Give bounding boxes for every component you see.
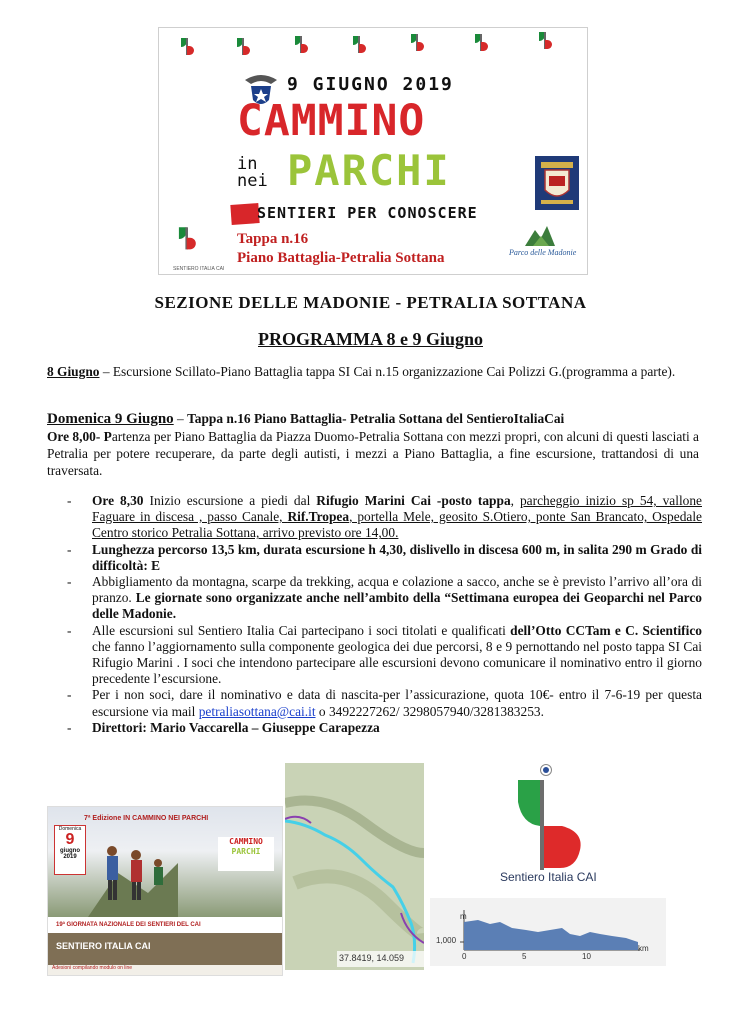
item-route: parcheggio inizio sp 54, vallone Faguare in discesa , passo Canale,	[92, 493, 702, 525]
june8-text: – Escursione Scillato-Piano Battaglia tappa SI Cai n.15 organizzazione Cai Polizzi G.(programma a parte).	[99, 364, 676, 379]
map-coordinates: 37.8419, 14.059	[339, 953, 405, 963]
item-route-end: , portella Mele, geosito S.Otiero, ponte San Brancato, Ospedale Centro storico Petralia Sottana, arrivo previsto ore 14,00.	[92, 509, 702, 541]
list-dash: -	[67, 541, 72, 557]
june9-time: Ore 8,00- P	[47, 429, 112, 444]
coat-of-arms-icon	[535, 156, 579, 210]
list-dash: -	[67, 687, 72, 703]
poster-sentiero: SENTIERO ITALIA CAI	[56, 941, 151, 951]
june9-label: Domenica 9 Giugno	[47, 411, 174, 427]
list-dash: -	[67, 493, 72, 508]
route-map	[285, 763, 424, 970]
sentiero-flag-icon	[475, 34, 489, 52]
poster-day: Domenica	[58, 826, 82, 832]
profile-x-unit: km	[638, 944, 649, 953]
item-length: Lunghezza percorso 13,5 km, durata escursione h 4,30, dislivello in discesa 600 m, in salita 290 m Grado di difficoltà: E	[92, 541, 702, 573]
event-poster	[47, 806, 283, 976]
banner-word-nei: nei	[237, 171, 268, 191]
june8-paragraph	[47, 363, 699, 380]
item-cctam: dell’Otto CCTam e C. Scientifico	[510, 622, 702, 638]
poster-mini-cammino: CAMMINO	[229, 837, 263, 846]
list-dash: -	[67, 622, 72, 638]
banner-title-parchi: PARCHI	[287, 146, 451, 195]
program-list	[67, 493, 702, 736]
list-item	[67, 720, 702, 736]
poster-mini-banner	[218, 837, 274, 871]
banner-tappa	[237, 230, 444, 268]
poster-mini-parchi: PARCHI	[231, 847, 261, 856]
banner-parco-label: Parco delle Madonie	[509, 248, 577, 257]
profile-y-tick: 1,000	[436, 936, 457, 945]
banner-red-mark	[230, 203, 259, 225]
june9-paragraph	[47, 410, 699, 479]
banner-route: Piano Battaglia-Petralia Sottana	[237, 250, 445, 266]
banner-title-cammino: CAMMINO	[237, 96, 426, 146]
item-rifugio: Rifugio Marini Cai -posto tappa	[316, 493, 511, 508]
program-title: PROGRAMMA 8 e 9 Giugno	[258, 329, 483, 349]
poster-date-box	[54, 825, 86, 875]
sentiero-flag-icon	[181, 38, 195, 56]
sentiero-flag-icon	[295, 36, 309, 54]
list-dash: -	[67, 719, 72, 735]
item-geoparks: Le giornate sono organizzate anche nell’ambito della “Settimana europea dei Geoparchi nel Parco delle Madonie.	[92, 590, 702, 622]
banner-date: 9 GIUGNO 2019	[287, 74, 454, 95]
map-terrain	[285, 763, 424, 970]
list-dash: -	[67, 574, 72, 590]
poster-footer: Adesioni compilando modulo on line	[52, 965, 133, 971]
item-phones: o 3492227262/ 3298057940/3281383253.	[315, 703, 544, 719]
list-item	[67, 623, 702, 688]
item-time: Ore 8,30	[92, 493, 144, 508]
sicai-label: Sentiero Italia CAI	[500, 870, 597, 884]
profile-x-tick: 10	[582, 952, 591, 961]
sentiero-flag-icon	[411, 34, 425, 52]
banner-word-in: in	[237, 154, 258, 174]
poster-year: 2019	[63, 854, 77, 860]
banner-tappa-number: Tappa n.16	[237, 231, 309, 247]
june9-text: artenza per Piano Battaglia da Piazza Duomo-Petralia Sottana con mezzi propri, con alcuni di questi lasciati a Petralia per potere recuperare, da parte degli autisti, i mezzi a Piano Battaglia, a fine escursione, trattandosi di una traversata.	[47, 429, 700, 478]
list-item	[67, 542, 702, 574]
poster-giornata: 19ª GIORNATA NAZIONALE DEI SENTIERI DEL CAI	[48, 917, 283, 933]
cai-small-badge-icon	[540, 764, 552, 776]
june9-headline: Tappa n.16 Piano Battaglia- Petralia Sottana del SentieroItaliaCai	[187, 411, 565, 426]
banner-flag-caption: SENTIERO ITALIA CAI	[173, 266, 225, 272]
june8-label: 8 Giugno	[47, 364, 100, 379]
elevation-profile	[430, 898, 666, 966]
item-directors: Direttori: Mario Vaccarella – Giuseppe Carapezza	[92, 719, 380, 735]
list-item	[67, 574, 702, 623]
event-banner	[158, 27, 588, 275]
item-text: Per i non soci, dare il nominativo e data di nascita-per l’assicurazione, quota 10€- entro il 7-6-19 per questa escursione via mail	[92, 687, 702, 719]
sentiero-italia-logo	[430, 760, 670, 900]
item-text: Inizio escursione a piedi dal	[143, 493, 317, 508]
sentiero-flag-icon	[237, 38, 251, 56]
item-text: che fanno l’aggiornamento sulla componente geologica dei due percorsi, 8 e 9 pernottando nel posto tappa SI Cai Rifugio Marini . I soci che intendono partecipare alle escursioni devono comunicare il nominativo entro il giorno precedente l’escursione.	[92, 638, 702, 687]
poster-title: 7ª Edizione IN CAMMINO NEI PARCHI	[84, 815, 209, 822]
sentiero-flag-icon	[353, 36, 367, 54]
parco-madonie-logo-icon	[525, 224, 555, 246]
sentiero-flag-icon	[539, 32, 553, 50]
june9-dash: –	[173, 411, 188, 426]
profile-y-unit: m	[460, 912, 467, 921]
hikers-icon	[88, 833, 178, 917]
sentiero-flag-large-icon	[518, 778, 584, 872]
banner-subtitle: SENTIERI PER CONOSCERE	[257, 204, 478, 222]
poster-date-num: 9	[65, 831, 75, 848]
sentiero-flag-icon	[179, 227, 197, 250]
profile-x-tick: 5	[522, 952, 527, 961]
profile-x-tick: 0	[462, 952, 467, 961]
item-equipment: Abbigliamento da montagna, scarpe da trekking, acqua e colazione a sacco, anche se è previsto l’arrivo all’ora di pranzo.	[92, 574, 702, 606]
item-rif-tropea: Rif.Tropea	[287, 509, 350, 525]
list-item	[67, 493, 702, 542]
item-text: Alle escursioni sul Sentiero Italia Cai partecipano i soci titolati e qualificati	[92, 622, 511, 638]
item-text: ,	[510, 493, 520, 508]
list-item	[67, 687, 702, 719]
section-title: SEZIONE DELLE MADONIE - PETRALIA SOTTANA	[154, 293, 587, 312]
banner-in-nei	[237, 156, 268, 190]
poster-month: giugno	[60, 848, 80, 854]
email-link[interactable]: petraliasottana@cai.it	[198, 703, 316, 719]
